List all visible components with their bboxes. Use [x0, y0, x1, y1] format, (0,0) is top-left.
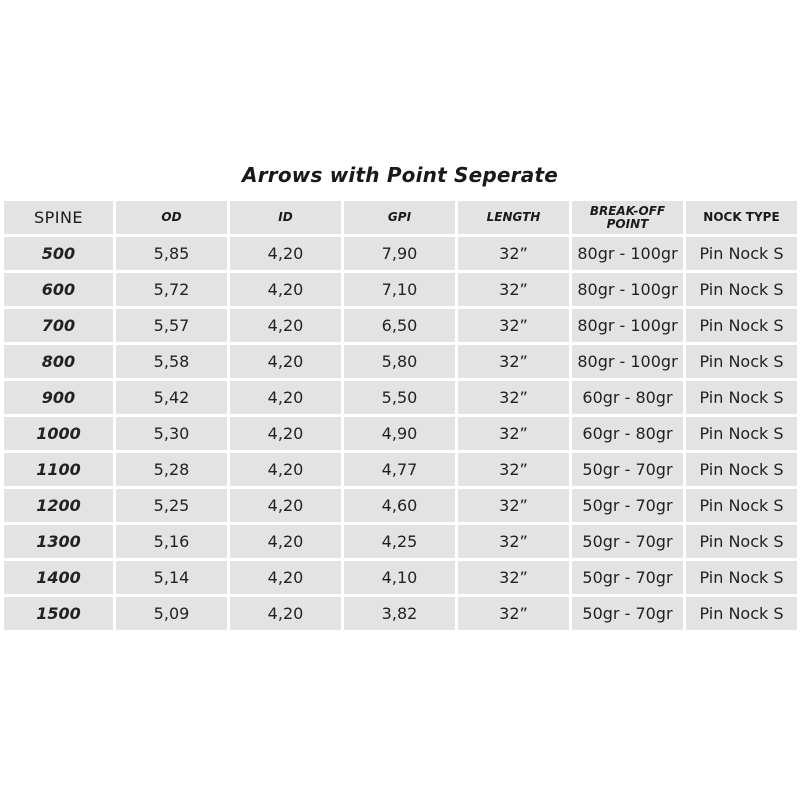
header-length: LENGTH [458, 201, 569, 234]
cell-nock-type: Pin Nock S [686, 525, 797, 558]
cell-nock-type: Pin Nock S [686, 309, 797, 342]
cell-gpi: 4,10 [344, 561, 455, 594]
cell-break-off-point: 50gr - 70gr [572, 489, 683, 522]
cell-id: 4,20 [230, 597, 341, 630]
cell-break-off-point: 60gr - 80gr [572, 417, 683, 450]
cell-id: 4,20 [230, 273, 341, 306]
cell-break-off-point: 80gr - 100gr [572, 273, 683, 306]
cell-od: 5,14 [116, 561, 227, 594]
table-row [4, 561, 797, 594]
cell-id: 4,20 [230, 453, 341, 486]
cell-break-off-point: 80gr - 100gr [572, 237, 683, 270]
cell-spine: 1400 [4, 561, 113, 594]
cell-gpi: 4,60 [344, 489, 455, 522]
cell-break-off-point: 50gr - 70gr [572, 525, 683, 558]
cell-od: 5,25 [116, 489, 227, 522]
cell-id: 4,20 [230, 525, 341, 558]
cell-id: 4,20 [230, 561, 341, 594]
cell-spine: 1000 [4, 417, 113, 450]
cell-spine: 1200 [4, 489, 113, 522]
cell-spine: 1500 [4, 597, 113, 630]
cell-length: 32” [458, 489, 569, 522]
header-break-off-line2: POINT [606, 216, 649, 231]
cell-od: 5,09 [116, 597, 227, 630]
cell-gpi: 6,50 [344, 309, 455, 342]
cell-length: 32” [458, 525, 569, 558]
cell-break-off-point: 60gr - 80gr [572, 381, 683, 414]
header-break-off-point [572, 201, 683, 234]
cell-nock-type: Pin Nock S [686, 489, 797, 522]
table-row [4, 489, 797, 522]
cell-spine: 1100 [4, 453, 113, 486]
table-row [4, 453, 797, 486]
cell-id: 4,20 [230, 345, 341, 378]
cell-nock-type: Pin Nock S [686, 381, 797, 414]
cell-length: 32” [458, 597, 569, 630]
table-row [4, 597, 797, 630]
cell-od: 5,85 [116, 237, 227, 270]
cell-nock-type: Pin Nock S [686, 417, 797, 450]
cell-break-off-point: 80gr - 100gr [572, 345, 683, 378]
cell-nock-type: Pin Nock S [686, 561, 797, 594]
cell-od: 5,57 [116, 309, 227, 342]
cell-spine: 500 [4, 237, 113, 270]
cell-od: 5,28 [116, 453, 227, 486]
header-nock-type: NOCK TYPE [686, 201, 797, 234]
table-row [4, 237, 797, 270]
table-row [4, 417, 797, 450]
cell-od: 5,16 [116, 525, 227, 558]
cell-length: 32” [458, 417, 569, 450]
cell-break-off-point: 80gr - 100gr [572, 309, 683, 342]
cell-gpi: 7,10 [344, 273, 455, 306]
cell-od: 5,72 [116, 273, 227, 306]
cell-nock-type: Pin Nock S [686, 345, 797, 378]
cell-break-off-point: 50gr - 70gr [572, 453, 683, 486]
cell-length: 32” [458, 273, 569, 306]
cell-length: 32” [458, 381, 569, 414]
cell-id: 4,20 [230, 489, 341, 522]
cell-length: 32” [458, 561, 569, 594]
cell-od: 5,30 [116, 417, 227, 450]
cell-gpi: 4,77 [344, 453, 455, 486]
cell-gpi: 5,50 [344, 381, 455, 414]
cell-length: 32” [458, 345, 569, 378]
table-row [4, 381, 797, 414]
cell-length: 32” [458, 309, 569, 342]
cell-id: 4,20 [230, 309, 341, 342]
cell-od: 5,42 [116, 381, 227, 414]
cell-nock-type: Pin Nock S [686, 237, 797, 270]
header-gpi: GPI [344, 201, 455, 234]
cell-length: 32” [458, 237, 569, 270]
cell-gpi: 4,90 [344, 417, 455, 450]
cell-gpi: 4,25 [344, 525, 455, 558]
arrow-spec-table [1, 198, 800, 633]
table-title: Arrows with Point Seperate [242, 163, 558, 187]
cell-id: 4,20 [230, 381, 341, 414]
cell-break-off-point: 50gr - 70gr [572, 561, 683, 594]
header-od: OD [116, 201, 227, 234]
cell-spine: 700 [4, 309, 113, 342]
header-row [4, 201, 797, 234]
table-row [4, 525, 797, 558]
table-row [4, 345, 797, 378]
cell-gpi: 5,80 [344, 345, 455, 378]
cell-break-off-point: 50gr - 70gr [572, 597, 683, 630]
cell-length: 32” [458, 453, 569, 486]
cell-spine: 600 [4, 273, 113, 306]
header-spine: SPINE [4, 201, 113, 234]
cell-gpi: 3,82 [344, 597, 455, 630]
cell-od: 5,58 [116, 345, 227, 378]
header-break-off-line1: BREAK-OFF [589, 203, 666, 218]
cell-spine: 1300 [4, 525, 113, 558]
cell-spine: 900 [4, 381, 113, 414]
table-row [4, 309, 797, 342]
cell-id: 4,20 [230, 237, 341, 270]
cell-nock-type: Pin Nock S [686, 453, 797, 486]
header-id: ID [230, 201, 341, 234]
cell-id: 4,20 [230, 417, 341, 450]
cell-nock-type: Pin Nock S [686, 597, 797, 630]
table-row [4, 273, 797, 306]
cell-spine: 800 [4, 345, 113, 378]
cell-nock-type: Pin Nock S [686, 273, 797, 306]
cell-gpi: 7,90 [344, 237, 455, 270]
